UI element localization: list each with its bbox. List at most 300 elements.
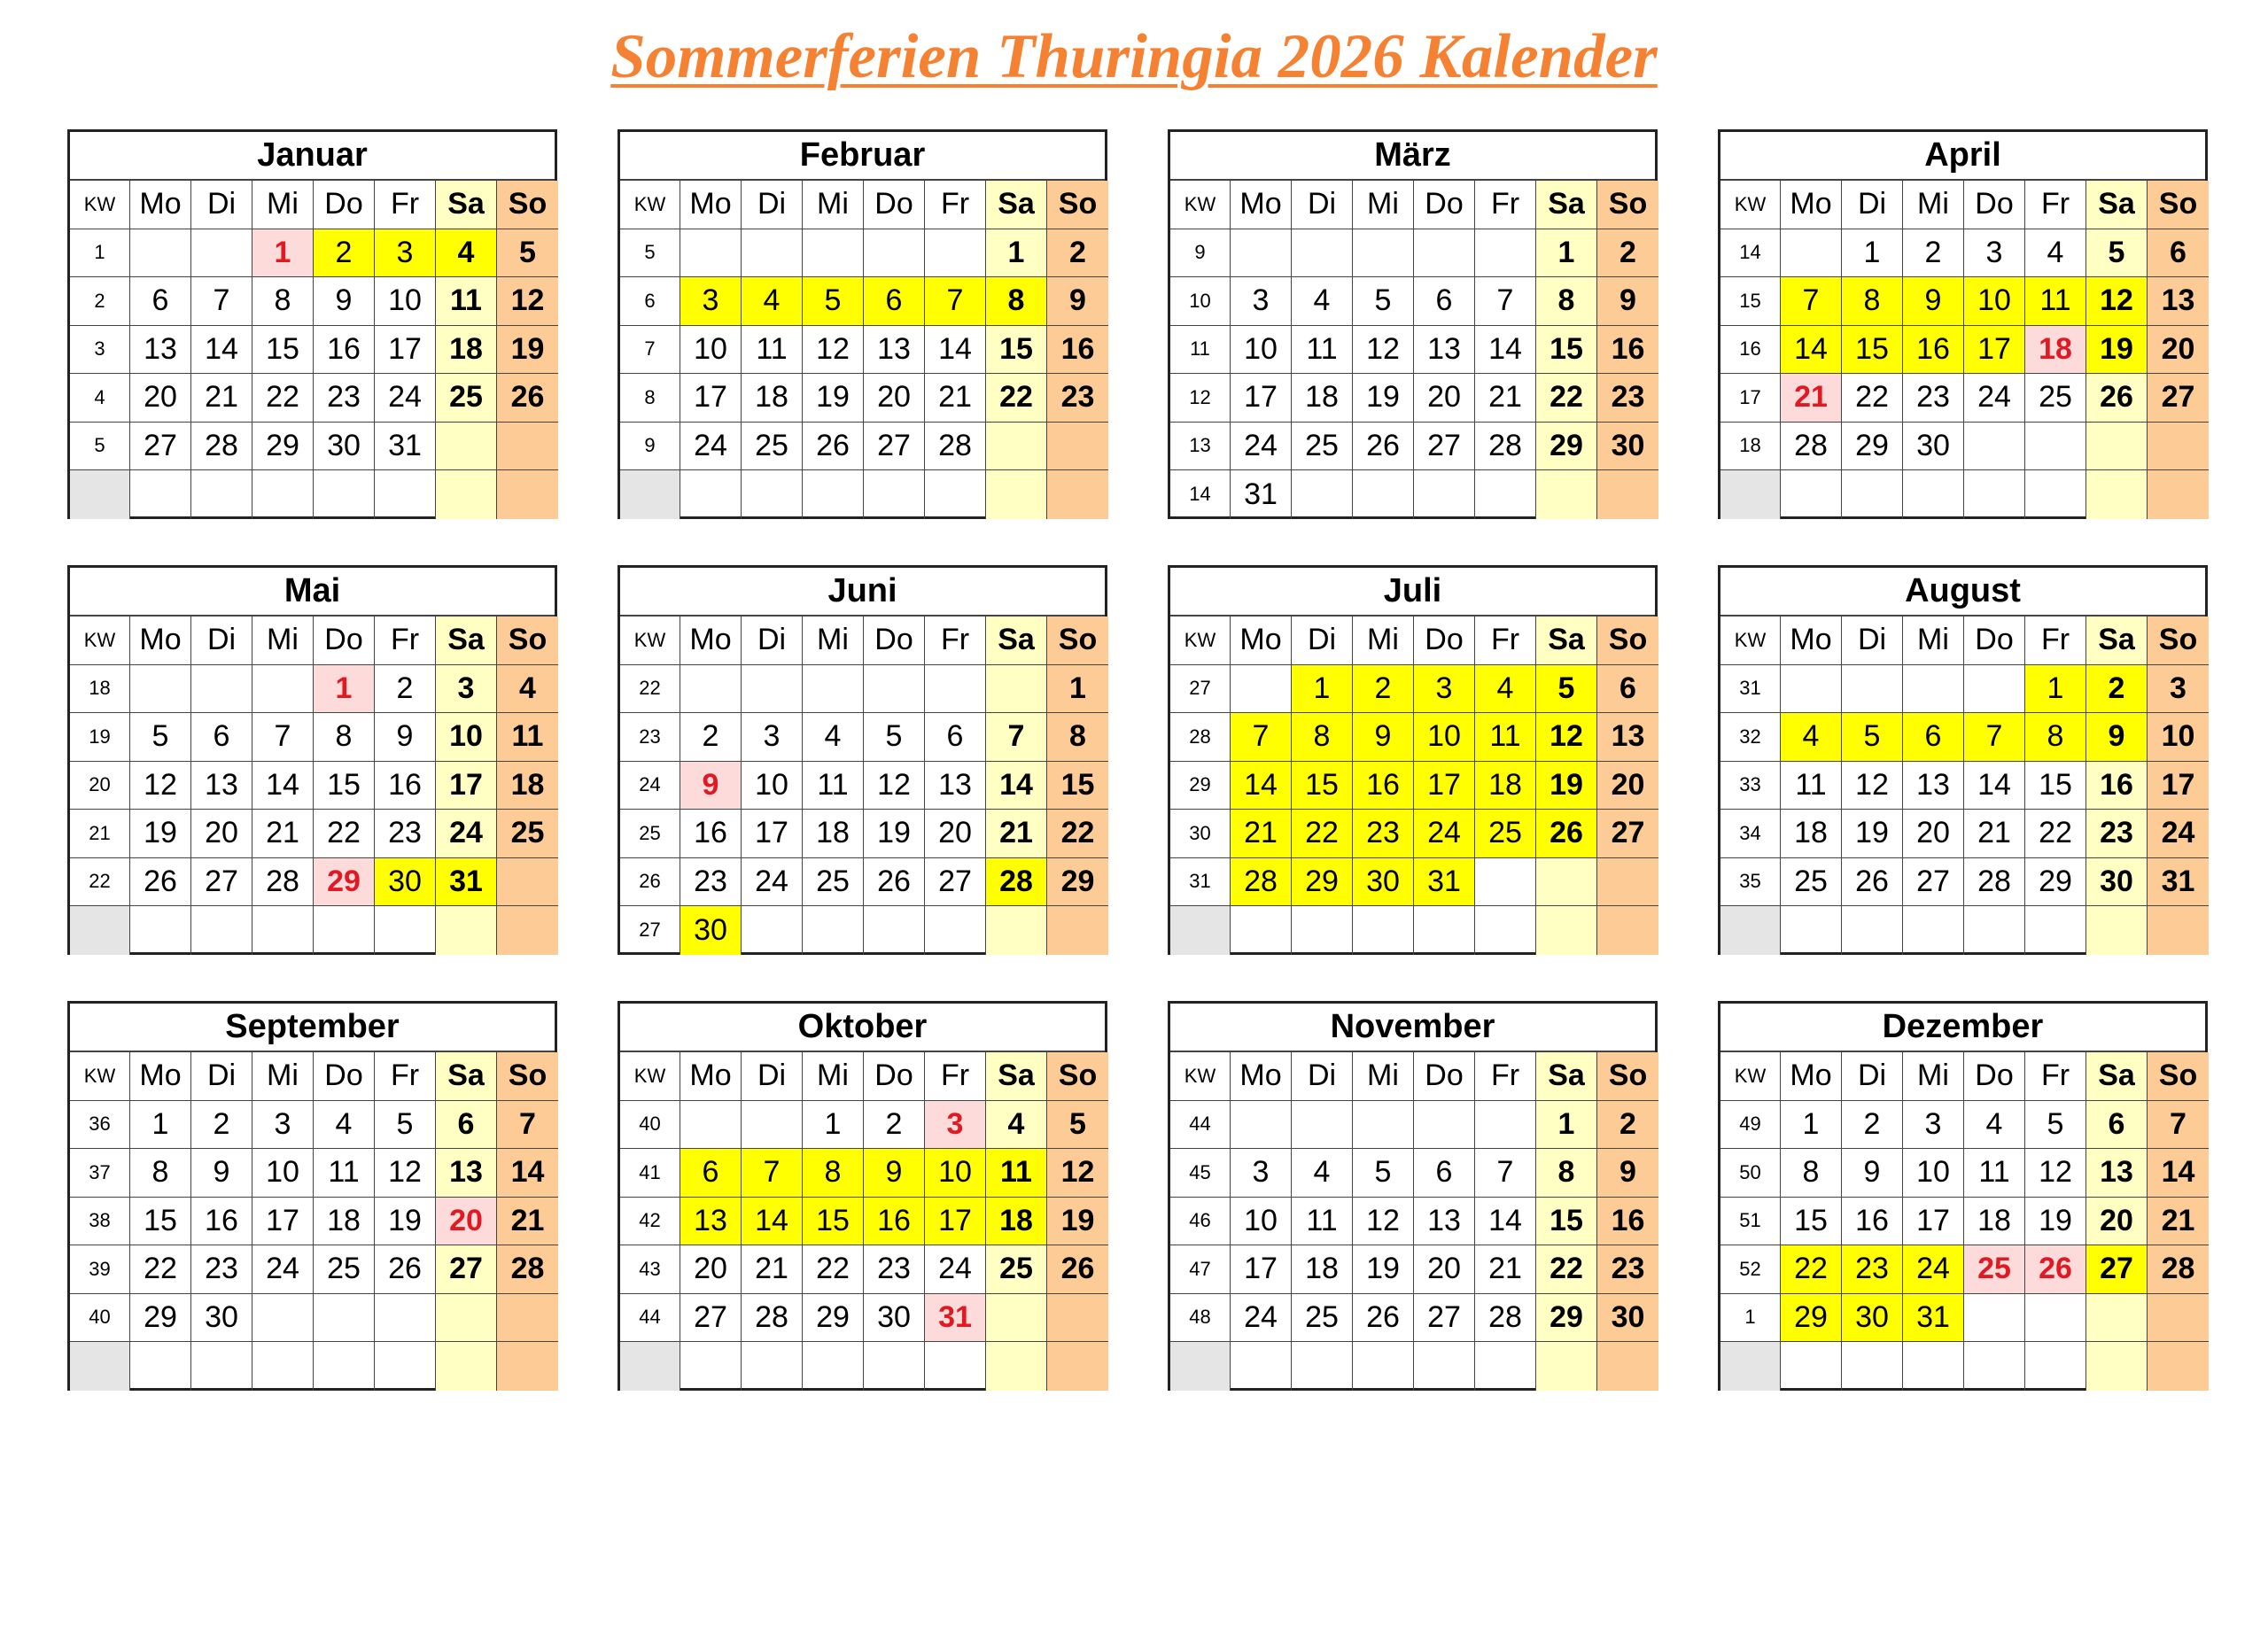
day-cell: 20 [1597,762,1658,810]
day-cell [1292,1101,1353,1150]
day-cell [130,1342,191,1391]
day-cell: 13 [1597,713,1658,762]
day-cell [925,1342,986,1391]
day-cell: 2 [1353,665,1414,714]
day-cell: 10 [680,326,742,375]
week-number: 51 [1720,1198,1781,1246]
day-cell [314,1342,375,1391]
week-number: 24 [620,762,680,810]
day-cell: 9 [191,1149,252,1198]
month-title: Januar [70,132,555,181]
day-cell: 10 [1231,1198,1292,1246]
weekday-header-di: Di [1292,1052,1353,1101]
day-cell: 24 [680,423,742,471]
day-cell [1781,665,1842,714]
day-cell: 9 [314,277,375,326]
day-cell: 25 [2025,374,2086,423]
day-cell: 1 [2025,665,2086,714]
week-number [70,470,130,519]
day-cell [986,1342,1047,1391]
day-cell: 22 [2025,810,2086,858]
day-cell [864,470,925,519]
day-cell: 15 [986,326,1047,375]
month-august [1718,565,2208,955]
day-cell: 15 [1292,762,1353,810]
day-cell: 8 [1292,713,1353,762]
weekday-header-fr: Fr [925,1052,986,1101]
day-cell: 17 [436,762,497,810]
day-cell: 2 [375,665,436,714]
weekday-header-sa: Sa [2086,181,2148,229]
day-cell [680,1101,742,1150]
day-cell: 28 [1781,423,1842,471]
month-title: August [1720,568,2205,616]
weekday-header-mo: Mo [680,181,742,229]
day-cell: 22 [1781,1245,1842,1294]
week-number: 40 [620,1101,680,1150]
day-cell [680,229,742,278]
weekday-header-do: Do [1964,616,2025,665]
day-cell: 9 [1597,1149,1658,1198]
weekday-header-fr: Fr [925,616,986,665]
day-cell [742,470,803,519]
day-cell [252,1342,314,1391]
day-cell: 18 [314,1198,375,1246]
day-cell: 25 [1781,858,1842,907]
day-cell: 21 [986,810,1047,858]
day-cell: 13 [925,762,986,810]
month-grid [1170,1052,1655,1391]
day-cell: 29 [1536,1294,1597,1343]
day-cell: 12 [497,277,558,326]
day-cell [252,1294,314,1343]
weekday-header-kw: KW [620,616,680,665]
day-cell: 22 [1047,810,1108,858]
weekday-header-fr: Fr [2025,1052,2086,1101]
day-cell [1047,423,1108,471]
day-cell: 16 [375,762,436,810]
day-cell: 30 [1597,423,1658,471]
day-cell [2148,470,2209,519]
weekday-header-do: Do [314,181,375,229]
day-cell: 16 [1597,326,1658,375]
weekday-header-so: So [497,1052,558,1101]
day-cell [1781,470,1842,519]
day-cell: 1 [130,1101,191,1150]
day-cell: 27 [191,858,252,907]
weekday-header-di: Di [1842,1052,1903,1101]
weekday-header-mo: Mo [1781,616,1842,665]
week-number: 49 [1720,1101,1781,1150]
day-cell [497,858,558,907]
day-cell: 22 [1292,810,1353,858]
day-cell: 5 [375,1101,436,1150]
day-cell: 22 [314,810,375,858]
day-cell: 19 [1536,762,1597,810]
weekday-header-di: Di [742,616,803,665]
day-cell: 8 [130,1149,191,1198]
weekday-header-so: So [1597,181,1658,229]
week-number: 8 [620,374,680,423]
day-cell: 15 [1842,326,1903,375]
day-cell [1903,665,1964,714]
weekday-header-sa: Sa [436,1052,497,1101]
day-cell [2148,906,2209,955]
day-cell: 20 [864,374,925,423]
week-number: 19 [70,713,130,762]
month-dezember [1718,1001,2208,1391]
day-cell [1231,906,1292,955]
weekday-header-mi: Mi [252,616,314,665]
day-cell: 21 [252,810,314,858]
day-cell: 11 [986,1149,1047,1198]
week-number: 4 [70,374,130,423]
day-cell: 11 [497,713,558,762]
week-number: 10 [1170,277,1231,326]
week-number: 29 [1170,762,1231,810]
weekday-header-fr: Fr [375,1052,436,1101]
month-juni [617,565,1107,955]
day-cell: 6 [1903,713,1964,762]
month-title: Februar [620,132,1105,181]
week-number: 40 [70,1294,130,1343]
week-number: 25 [620,810,680,858]
day-cell [436,423,497,471]
day-cell: 27 [1597,810,1658,858]
week-number: 47 [1170,1245,1231,1294]
day-cell [1475,858,1536,907]
day-cell: 13 [436,1149,497,1198]
day-cell: 29 [2025,858,2086,907]
weekday-header-mi: Mi [1353,616,1414,665]
day-cell: 20 [2148,326,2209,375]
day-cell [1964,1294,2025,1343]
day-cell: 30 [680,906,742,955]
weekday-header-so: So [1597,616,1658,665]
week-number: 50 [1720,1149,1781,1198]
weekday-header-do: Do [864,181,925,229]
day-cell: 13 [680,1198,742,1246]
day-cell: 1 [314,665,375,714]
weekday-header-fr: Fr [375,616,436,665]
month-februar [617,129,1107,519]
day-cell: 18 [1781,810,1842,858]
week-number [1720,1342,1781,1391]
month-oktober [617,1001,1107,1391]
weekday-header-fr: Fr [925,181,986,229]
day-cell: 24 [925,1245,986,1294]
day-cell: 1 [1292,665,1353,714]
day-cell [1536,906,1597,955]
week-number: 31 [1720,665,1781,714]
day-cell [1597,1342,1658,1391]
day-cell: 30 [1903,423,1964,471]
day-cell: 28 [497,1245,558,1294]
week-number: 9 [1170,229,1231,278]
weekday-header-di: Di [1842,181,1903,229]
day-cell: 6 [2086,1101,2148,1150]
day-cell [2086,906,2148,955]
day-cell: 22 [1536,374,1597,423]
day-cell: 14 [497,1149,558,1198]
week-number: 27 [1170,665,1231,714]
month-grid [70,181,555,519]
day-cell [252,470,314,519]
day-cell: 23 [314,374,375,423]
day-cell [2025,470,2086,519]
day-cell: 11 [1475,713,1536,762]
week-number: 46 [1170,1198,1231,1246]
day-cell: 12 [864,762,925,810]
weekday-header-do: Do [864,616,925,665]
day-cell: 24 [1231,423,1292,471]
day-cell [436,1342,497,1391]
day-cell: 29 [1292,858,1353,907]
day-cell: 28 [1964,858,2025,907]
weekday-header-sa: Sa [986,616,1047,665]
day-cell: 6 [680,1149,742,1198]
day-cell: 30 [1842,1294,1903,1343]
day-cell [375,906,436,955]
week-number: 16 [1720,326,1781,375]
day-cell: 24 [1964,374,2025,423]
weekday-header-mo: Mo [1781,181,1842,229]
day-cell [1842,665,1903,714]
month-title: Oktober [620,1004,1105,1052]
day-cell: 29 [1842,423,1903,471]
day-cell [864,1342,925,1391]
week-number: 17 [1720,374,1781,423]
day-cell: 23 [1842,1245,1903,1294]
day-cell: 18 [2025,326,2086,375]
day-cell: 30 [375,858,436,907]
day-cell: 22 [986,374,1047,423]
day-cell: 6 [1414,1149,1475,1198]
day-cell: 10 [1414,713,1475,762]
day-cell [1903,470,1964,519]
day-cell: 28 [742,1294,803,1343]
weekday-header-do: Do [864,1052,925,1101]
day-cell [864,906,925,955]
day-cell: 28 [2148,1245,2209,1294]
week-number: 7 [620,326,680,375]
weekday-header-mo: Mo [130,181,191,229]
weekday-header-so: So [1047,616,1108,665]
day-cell: 23 [1597,1245,1658,1294]
day-cell [2086,1342,2148,1391]
day-cell [925,665,986,714]
day-cell: 21 [742,1245,803,1294]
day-cell [314,470,375,519]
week-number: 39 [70,1245,130,1294]
day-cell: 9 [1597,277,1658,326]
day-cell: 7 [1964,713,2025,762]
day-cell: 2 [2086,665,2148,714]
day-cell: 1 [1047,665,1108,714]
day-cell: 8 [1842,277,1903,326]
day-cell: 28 [1475,1294,1536,1343]
day-cell [1353,906,1414,955]
day-cell [1292,1342,1353,1391]
day-cell: 2 [864,1101,925,1150]
day-cell: 5 [1536,665,1597,714]
day-cell: 7 [2148,1101,2209,1150]
day-cell: 26 [1842,858,1903,907]
week-number: 44 [1170,1101,1231,1150]
month-mai [67,565,557,955]
day-cell: 2 [1047,229,1108,278]
day-cell: 17 [1231,1245,1292,1294]
day-cell: 20 [130,374,191,423]
day-cell: 13 [130,326,191,375]
day-cell: 4 [436,229,497,278]
day-cell: 16 [2086,762,2148,810]
day-cell: 28 [1475,423,1536,471]
day-cell: 22 [1536,1245,1597,1294]
day-cell: 13 [2086,1149,2148,1198]
weekday-header-fr: Fr [375,181,436,229]
day-cell: 12 [130,762,191,810]
day-cell: 27 [864,423,925,471]
day-cell: 31 [925,1294,986,1343]
weekday-header-sa: Sa [2086,616,2148,665]
day-cell: 26 [2086,374,2148,423]
day-cell: 18 [436,326,497,375]
day-cell: 16 [1903,326,1964,375]
week-number: 13 [1170,423,1231,471]
day-cell [742,1342,803,1391]
day-cell: 14 [986,762,1047,810]
day-cell: 19 [1047,1198,1108,1246]
day-cell: 3 [252,1101,314,1150]
day-cell: 20 [1903,810,1964,858]
day-cell: 13 [1903,762,1964,810]
month-grid [1170,181,1655,519]
day-cell: 7 [1781,277,1842,326]
weekday-header-do: Do [314,616,375,665]
weekday-header-kw: KW [1720,181,1781,229]
weekday-header-mi: Mi [1903,616,1964,665]
day-cell: 31 [436,858,497,907]
day-cell [803,906,864,955]
week-number: 44 [620,1294,680,1343]
day-cell [1414,470,1475,519]
day-cell: 14 [1964,762,2025,810]
weekday-header-so: So [2148,1052,2209,1101]
day-cell: 24 [436,810,497,858]
day-cell: 1 [1536,1101,1597,1150]
weekday-header-so: So [1597,1052,1658,1101]
day-cell [1353,1101,1414,1150]
month-grid [70,616,555,955]
day-cell [314,1294,375,1343]
day-cell [1414,229,1475,278]
day-cell: 22 [130,1245,191,1294]
day-cell: 20 [436,1198,497,1246]
day-cell: 3 [1964,229,2025,278]
day-cell: 7 [986,713,1047,762]
day-cell: 28 [986,858,1047,907]
weekday-header-mi: Mi [252,1052,314,1101]
day-cell: 19 [1842,810,1903,858]
day-cell: 14 [1231,762,1292,810]
day-cell [1475,470,1536,519]
week-number [1720,470,1781,519]
day-cell [1536,1342,1597,1391]
week-number: 1 [70,229,130,278]
weekday-header-sa: Sa [986,1052,1047,1101]
day-cell: 17 [742,810,803,858]
day-cell: 24 [375,374,436,423]
day-cell: 17 [1903,1198,1964,1246]
day-cell: 22 [1842,374,1903,423]
day-cell: 13 [1414,326,1475,375]
day-cell: 10 [1903,1149,1964,1198]
week-number: 31 [1170,858,1231,907]
day-cell: 30 [191,1294,252,1343]
day-cell: 2 [191,1101,252,1150]
week-number: 45 [1170,1149,1231,1198]
day-cell: 16 [680,810,742,858]
weekday-header-sa: Sa [986,181,1047,229]
day-cell [803,665,864,714]
day-cell: 23 [2086,810,2148,858]
day-cell: 4 [1964,1101,2025,1150]
day-cell: 4 [986,1101,1047,1150]
day-cell: 17 [925,1198,986,1246]
weekday-header-kw: KW [1170,616,1231,665]
weekday-header-di: Di [742,1052,803,1101]
day-cell: 27 [925,858,986,907]
day-cell [1964,1342,2025,1391]
day-cell: 19 [2086,326,2148,375]
day-cell: 6 [191,713,252,762]
weekday-header-di: Di [191,616,252,665]
day-cell: 19 [375,1198,436,1246]
day-cell [314,906,375,955]
day-cell: 27 [2086,1245,2148,1294]
week-number: 38 [70,1198,130,1246]
weekday-header-do: Do [314,1052,375,1101]
weekday-header-di: Di [742,181,803,229]
day-cell: 4 [742,277,803,326]
week-number: 27 [620,906,680,955]
day-cell [191,470,252,519]
weekday-header-sa: Sa [436,616,497,665]
weekday-header-mi: Mi [1353,1052,1414,1101]
day-cell: 14 [2148,1149,2209,1198]
weekday-header-do: Do [1414,1052,1475,1101]
day-cell: 20 [1414,1245,1475,1294]
day-cell [1964,906,2025,955]
day-cell: 1 [986,229,1047,278]
day-cell: 15 [252,326,314,375]
day-cell: 26 [2025,1245,2086,1294]
day-cell [742,665,803,714]
day-cell [375,470,436,519]
day-cell: 31 [1414,858,1475,907]
day-cell [864,665,925,714]
day-cell: 4 [1781,713,1842,762]
month-grid [620,181,1105,519]
day-cell: 8 [803,1149,864,1198]
day-cell [925,906,986,955]
day-cell: 29 [130,1294,191,1343]
day-cell [986,665,1047,714]
day-cell: 3 [680,277,742,326]
day-cell: 25 [803,858,864,907]
day-cell [986,423,1047,471]
